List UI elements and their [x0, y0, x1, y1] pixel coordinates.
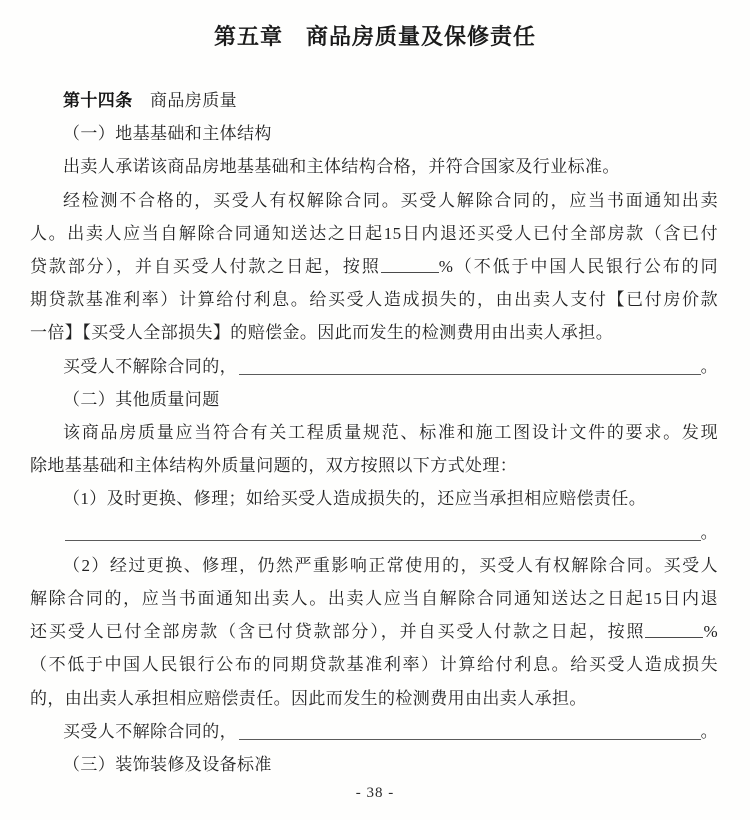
- text-segment: 买受人不解除合同的，: [63, 721, 237, 741]
- text-segment: 期贷款基准利率）计算给付利息。给买受人造成损失的，由出卖人支付【已付房价款: [30, 290, 718, 310]
- text-segment: 的，由出卖人承担相应赔偿责任。因此而发生的检测费用由出卖人承担。: [30, 688, 587, 708]
- text-segment: 。: [700, 356, 718, 376]
- blank-underline-field: [381, 270, 439, 273]
- text-line: [30, 516, 718, 549]
- text-line: [30, 217, 718, 250]
- bold-text-segment: 第十四条: [63, 91, 133, 110]
- text-line: [30, 648, 718, 681]
- text-segment: 经检测不合格的，买受人有权解除合同。买受人解除合同的，应当书面通知出卖: [63, 190, 718, 210]
- text-segment: 人。出卖人应当自解除合同通知送达之日起15日内退还买受人已付全部房款（含已付: [30, 223, 718, 243]
- text-segment: 出卖人承诺该商品房地基基础和主体结构合格，并符合国家及行业标准。: [63, 157, 620, 177]
- text-line: [30, 383, 718, 416]
- text-line: [30, 250, 718, 283]
- text-segment: %: [703, 622, 718, 642]
- text-line: [30, 117, 718, 150]
- text-segment: （2）经过更换、修理，仍然严重影响正常使用的，买受人有权解除合同。买受人: [63, 555, 718, 575]
- text-line: [30, 184, 718, 217]
- text-line: [30, 615, 718, 648]
- text-segment: 商品房质量: [132, 91, 238, 110]
- document-body: [0, 52, 750, 781]
- text-line: [30, 150, 718, 183]
- text-segment: 还买受人已付全部房款（含已付贷款部分），并自买受人付款之日起，按照: [30, 622, 646, 642]
- blank-underline-field: [65, 540, 701, 541]
- text-segment: 一倍】【买受人全部损失】的赔偿金。因此而发生的检测费用由出卖人承担。: [30, 323, 614, 343]
- text-line: [30, 449, 718, 482]
- text-line: [30, 283, 718, 316]
- text-line: [30, 350, 718, 383]
- text-segment: 买受人不解除合同的，: [63, 356, 237, 376]
- text-line: [30, 748, 718, 781]
- text-line: [30, 316, 718, 349]
- text-line: [30, 715, 718, 748]
- text-segment: （二）其他质量问题: [63, 389, 220, 409]
- text-line: [30, 682, 718, 715]
- text-segment: （不低于中国人民银行公布的同期贷款基准利率）计算给付利息。给买受人造成损失: [30, 655, 718, 675]
- text-segment: （三）装饰装修及设备标准: [63, 755, 272, 775]
- blank-underline-field: [239, 374, 701, 375]
- chapter-title: 第五章 商品房质量及保修责任: [213, 24, 536, 49]
- text-segment: 。: [700, 522, 718, 542]
- text-segment: 该商品房质量应当符合有关工程质量规范、标准和施工图设计文件的要求。发现: [63, 423, 718, 443]
- text-line: [30, 416, 718, 449]
- text-segment: （1）及时更换、修理；如给买受人造成损失的，还应当承担相应赔偿责任。: [63, 489, 647, 509]
- text-segment: （一）地基基础和主体结构: [63, 124, 272, 144]
- text-segment: 。: [700, 721, 718, 741]
- page-number: - 38 -: [355, 785, 395, 802]
- text-segment: 解除合同的，应当书面通知出卖人。出卖人应当自解除合同通知送达之日起15日内退: [30, 589, 718, 609]
- text-line: [30, 549, 718, 582]
- text-line: [30, 84, 718, 117]
- text-line: [30, 482, 718, 515]
- text-segment: 除地基基础和主体结构外质量问题的，双方按照以下方式处理：: [30, 456, 518, 476]
- blank-underline-field: [645, 635, 703, 638]
- text-segment: %（不低于中国人民银行公布的同: [438, 257, 718, 277]
- text-line: [30, 582, 718, 615]
- blank-underline-field: [239, 739, 701, 740]
- text-segment: 贷款部分），并自买受人付款之日起，按照: [30, 257, 381, 277]
